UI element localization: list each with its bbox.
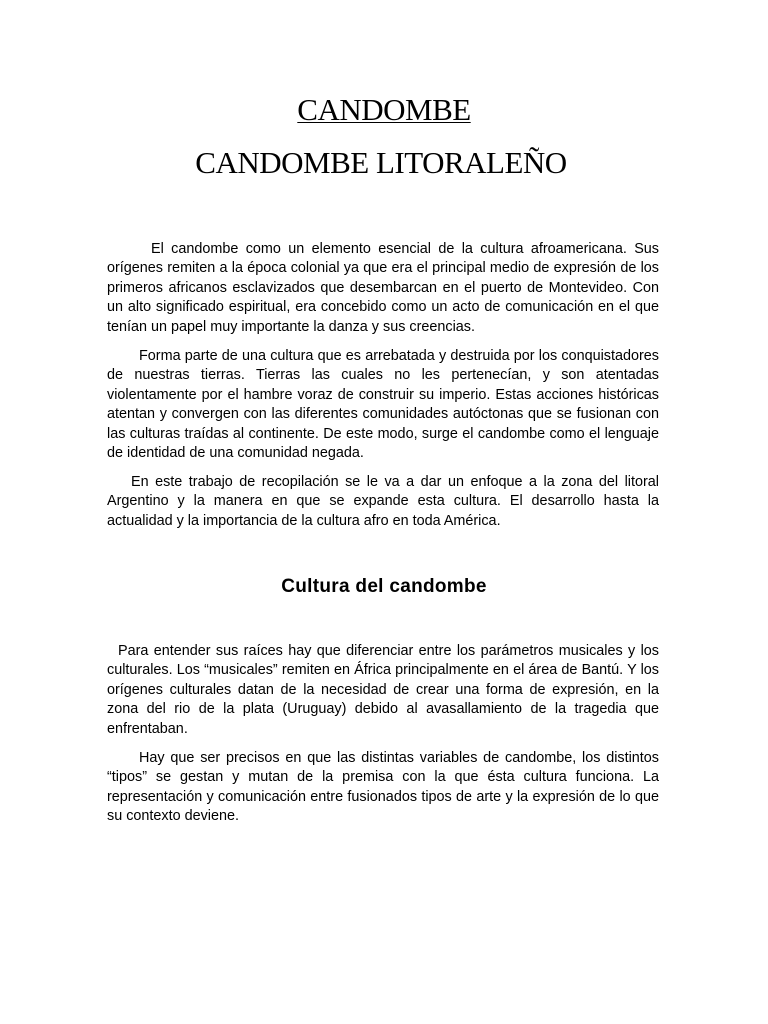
intro-paragraph-2: Forma parte de una cultura que es arrebatada y destruida por los conquistadores de nuestras tierras. Tierras las cuales no les pertenecían, y son atentadas violentamente por el hambre voraz de construir su imperio. Estas acciones históricas atentan y convergen con las diferentes comunidades autóctonas que se fusionan con las culturas traídas al continente. De este modo, surge el candombe como el lenguaje de identidad de una comunidad negada. <box>107 348 659 462</box>
intro-paragraph-1: El candombe como un elemento esencial de la cultura afroamericana. Sus orígenes remiten a la época colonial ya que era el principal medio de expresión de los primeros africanos esclavizados que desembarcan en el puerto de Montevideo. Con un alto significado espiritual, era concebido como un acto de comunicación en el que tenían un papel muy importante la danza y sus creencias. <box>107 241 659 335</box>
document-title: CANDOMBE <box>297 92 471 127</box>
section-heading: Cultura del candombe <box>281 576 487 597</box>
document-subtitle: CANDOMBE LITORALEÑO <box>195 145 567 180</box>
section-paragraph-2: Hay que ser precisos en que las distintas variables de candombe, los distintos “tipos” se gestan y mutan de la premisa con la que ésta cultura funciona. La representación y comunicación entre fusionados tipos de arte y la expresión de lo que su contexto deviene. <box>107 750 659 825</box>
section-paragraph-1: Para entender sus raíces hay que diferenciar entre los parámetros musicales y los culturales. Los “musicales” remiten en África principalmente en el área de Bantú. Y los orígenes culturales datan de la necesidad de crear una forma de expresión, en la zona del rio de la plata (Uruguay) debido al avasallamiento de la tragedia que enfrentaban. <box>107 643 659 737</box>
intro-paragraph-3: En este trabajo de recopilación se le va a dar un enfoque a la zona del litoral Argentino y la manera en que se expande esta cultura. El desarrollo hasta la actualidad y la importancia de la cultura afro en toda América. <box>107 474 659 529</box>
